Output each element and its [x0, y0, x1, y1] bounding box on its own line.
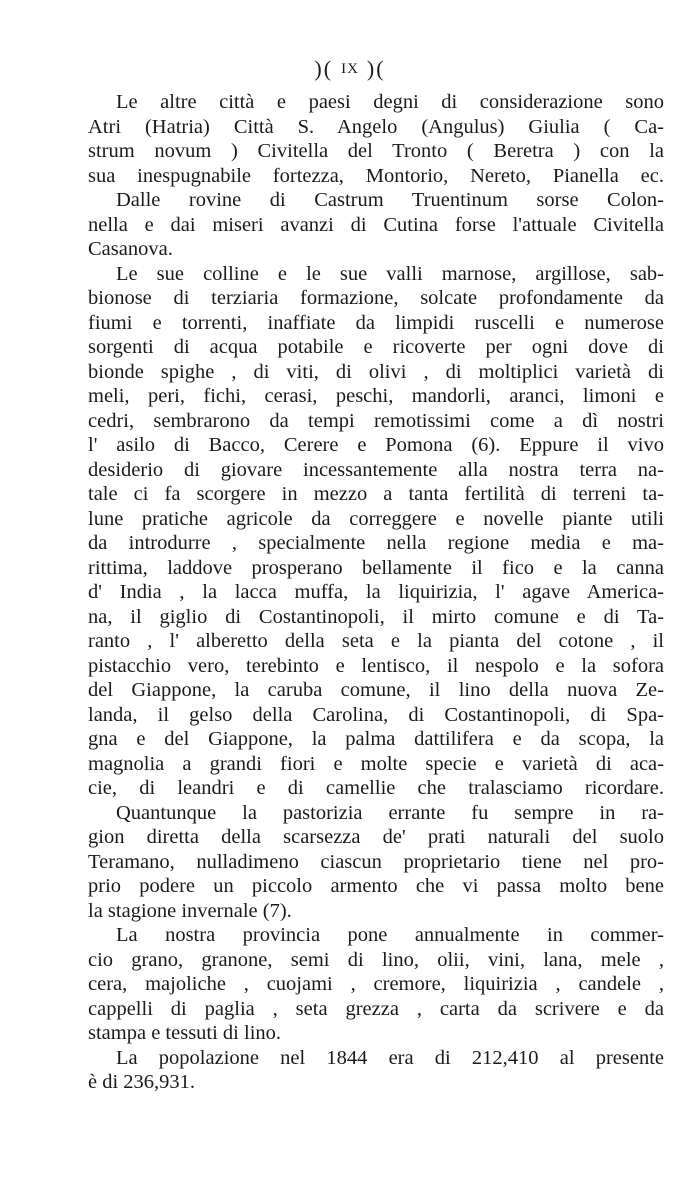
text-line: d' India , la lacca muffa, la liquirizia, l' agave America-	[88, 581, 664, 603]
text-line: bionde spighe , di viti, di olivi , di moltiplici varietà di	[88, 360, 664, 383]
text-line: Casanova.	[88, 238, 173, 260]
text-line: desiderio di giovare incessantemente alla nostra terra na-	[88, 458, 664, 481]
text-line: magnolia a grandi fiori e molte specie e varietà di aca-	[88, 752, 664, 775]
paragraph	[88, 923, 664, 1046]
text-line: cie, di leandri e di camellie che tralasciamo ricordare.	[88, 777, 664, 799]
text-line: La nostra provincia pone annualmente in commer-	[116, 924, 664, 946]
paragraph	[88, 90, 664, 188]
text-line: pistacchio vero, terebinto e lentisco, il nespolo e la sofora	[88, 654, 664, 677]
text-line: Dalle rovine di Castrum Truentinum sorse Colon-	[116, 189, 664, 211]
text-line: tale ci fa scorgere in mezzo a tanta fertilità di terreni ta-	[88, 483, 664, 505]
text-line: Le altre città e paesi degni di considerazione sono	[116, 91, 664, 113]
text-line: lune pratiche agricole da correggere e novelle piante utili	[88, 507, 664, 530]
paragraph	[88, 801, 664, 924]
text-line: bionose di terziaria formazione, solcate profondamente da	[88, 287, 664, 309]
page-header	[0, 56, 700, 82]
text-line: del Giappone, la caruba comune, il lino della nuova Ze-	[88, 679, 664, 701]
text-line: cedri, sembrarono da tempi remotissimi come a dì nostri	[88, 409, 664, 432]
text-line: na, il giglio di Costantinopoli, il mirto comune e di Ta-	[88, 605, 664, 628]
text-line: ranto , l' alberetto della seta e la pianta del cotone , il	[88, 630, 664, 652]
paragraph	[88, 1046, 664, 1095]
text-line: strum novum ) Civitella del Tronto ( Beretra ) con la	[88, 140, 664, 162]
text-line: Le sue colline e le sue valli marnose, argillose, sab-	[116, 262, 664, 285]
paragraph	[88, 262, 664, 801]
text-line: rittima, laddove prosperano bellamente il fico e la canna	[88, 556, 664, 579]
text-line: gna e del Giappone, la palma dattilifera e da scopa, la	[88, 728, 664, 750]
text-line: Atri (Hatria) Città S. Angelo (Angulus) Giulia ( Ca-	[88, 115, 664, 138]
text-line: prio podere un piccolo armento che vi passa molto bene	[88, 875, 664, 897]
text-line: sorgenti di acqua potabile e ricoverte per ogni dove di	[88, 336, 664, 358]
text-line: fiumi e torrenti, inaffiate da limpidi ruscelli e numerose	[88, 311, 664, 334]
paragraph	[88, 188, 664, 262]
header-ornament-left: )(	[314, 56, 334, 81]
text-line: sua inespugnabile fortezza, Montorio, Nereto, Pianella ec.	[88, 164, 664, 187]
text-line: nella e dai miseri avanzi di Cutina forse l'attuale Civitella	[88, 213, 664, 236]
text-line: stampa e tessuti di lino.	[88, 1022, 282, 1044]
text-line: La popolazione nel 1844 era di 212,410 al presente	[116, 1046, 664, 1069]
text-line: è di 236,931.	[88, 1071, 196, 1093]
text-line: cappelli di paglia , seta grezza , carta da scrivere e da	[88, 997, 664, 1020]
page-number: IX	[341, 61, 359, 77]
text-line: da introdurre , specialmente nella regione media e ma-	[88, 532, 664, 554]
text-line: l' asilo di Bacco, Cerere e Pomona (6). Eppure il vivo	[88, 434, 664, 456]
text-line: Quantunque la pastorizia errante fu sempre in ra-	[116, 801, 664, 824]
text-line: landa, il gelso della Carolina, di Costantinopoli, di Spa-	[88, 703, 664, 726]
text-line: la stagione invernale (7).	[88, 899, 292, 922]
text-line: meli, peri, fichi, cerasi, peschi, mandorli, aranci, limoni e	[88, 385, 664, 407]
text-line: cera, majoliche , cuojami , cremore, liquirizia , candele ,	[88, 973, 664, 995]
text-line: gion diretta della scarsezza de' prati naturali del suolo	[88, 826, 664, 848]
text-line: Teramano, nulladimeno ciascun proprietario tiene nel pro-	[88, 850, 664, 873]
body-text	[88, 90, 664, 1095]
header-ornament-right: )(	[366, 56, 386, 81]
text-line: cio grano, granone, semi di lino, olii, vini, lana, mele ,	[88, 948, 664, 971]
